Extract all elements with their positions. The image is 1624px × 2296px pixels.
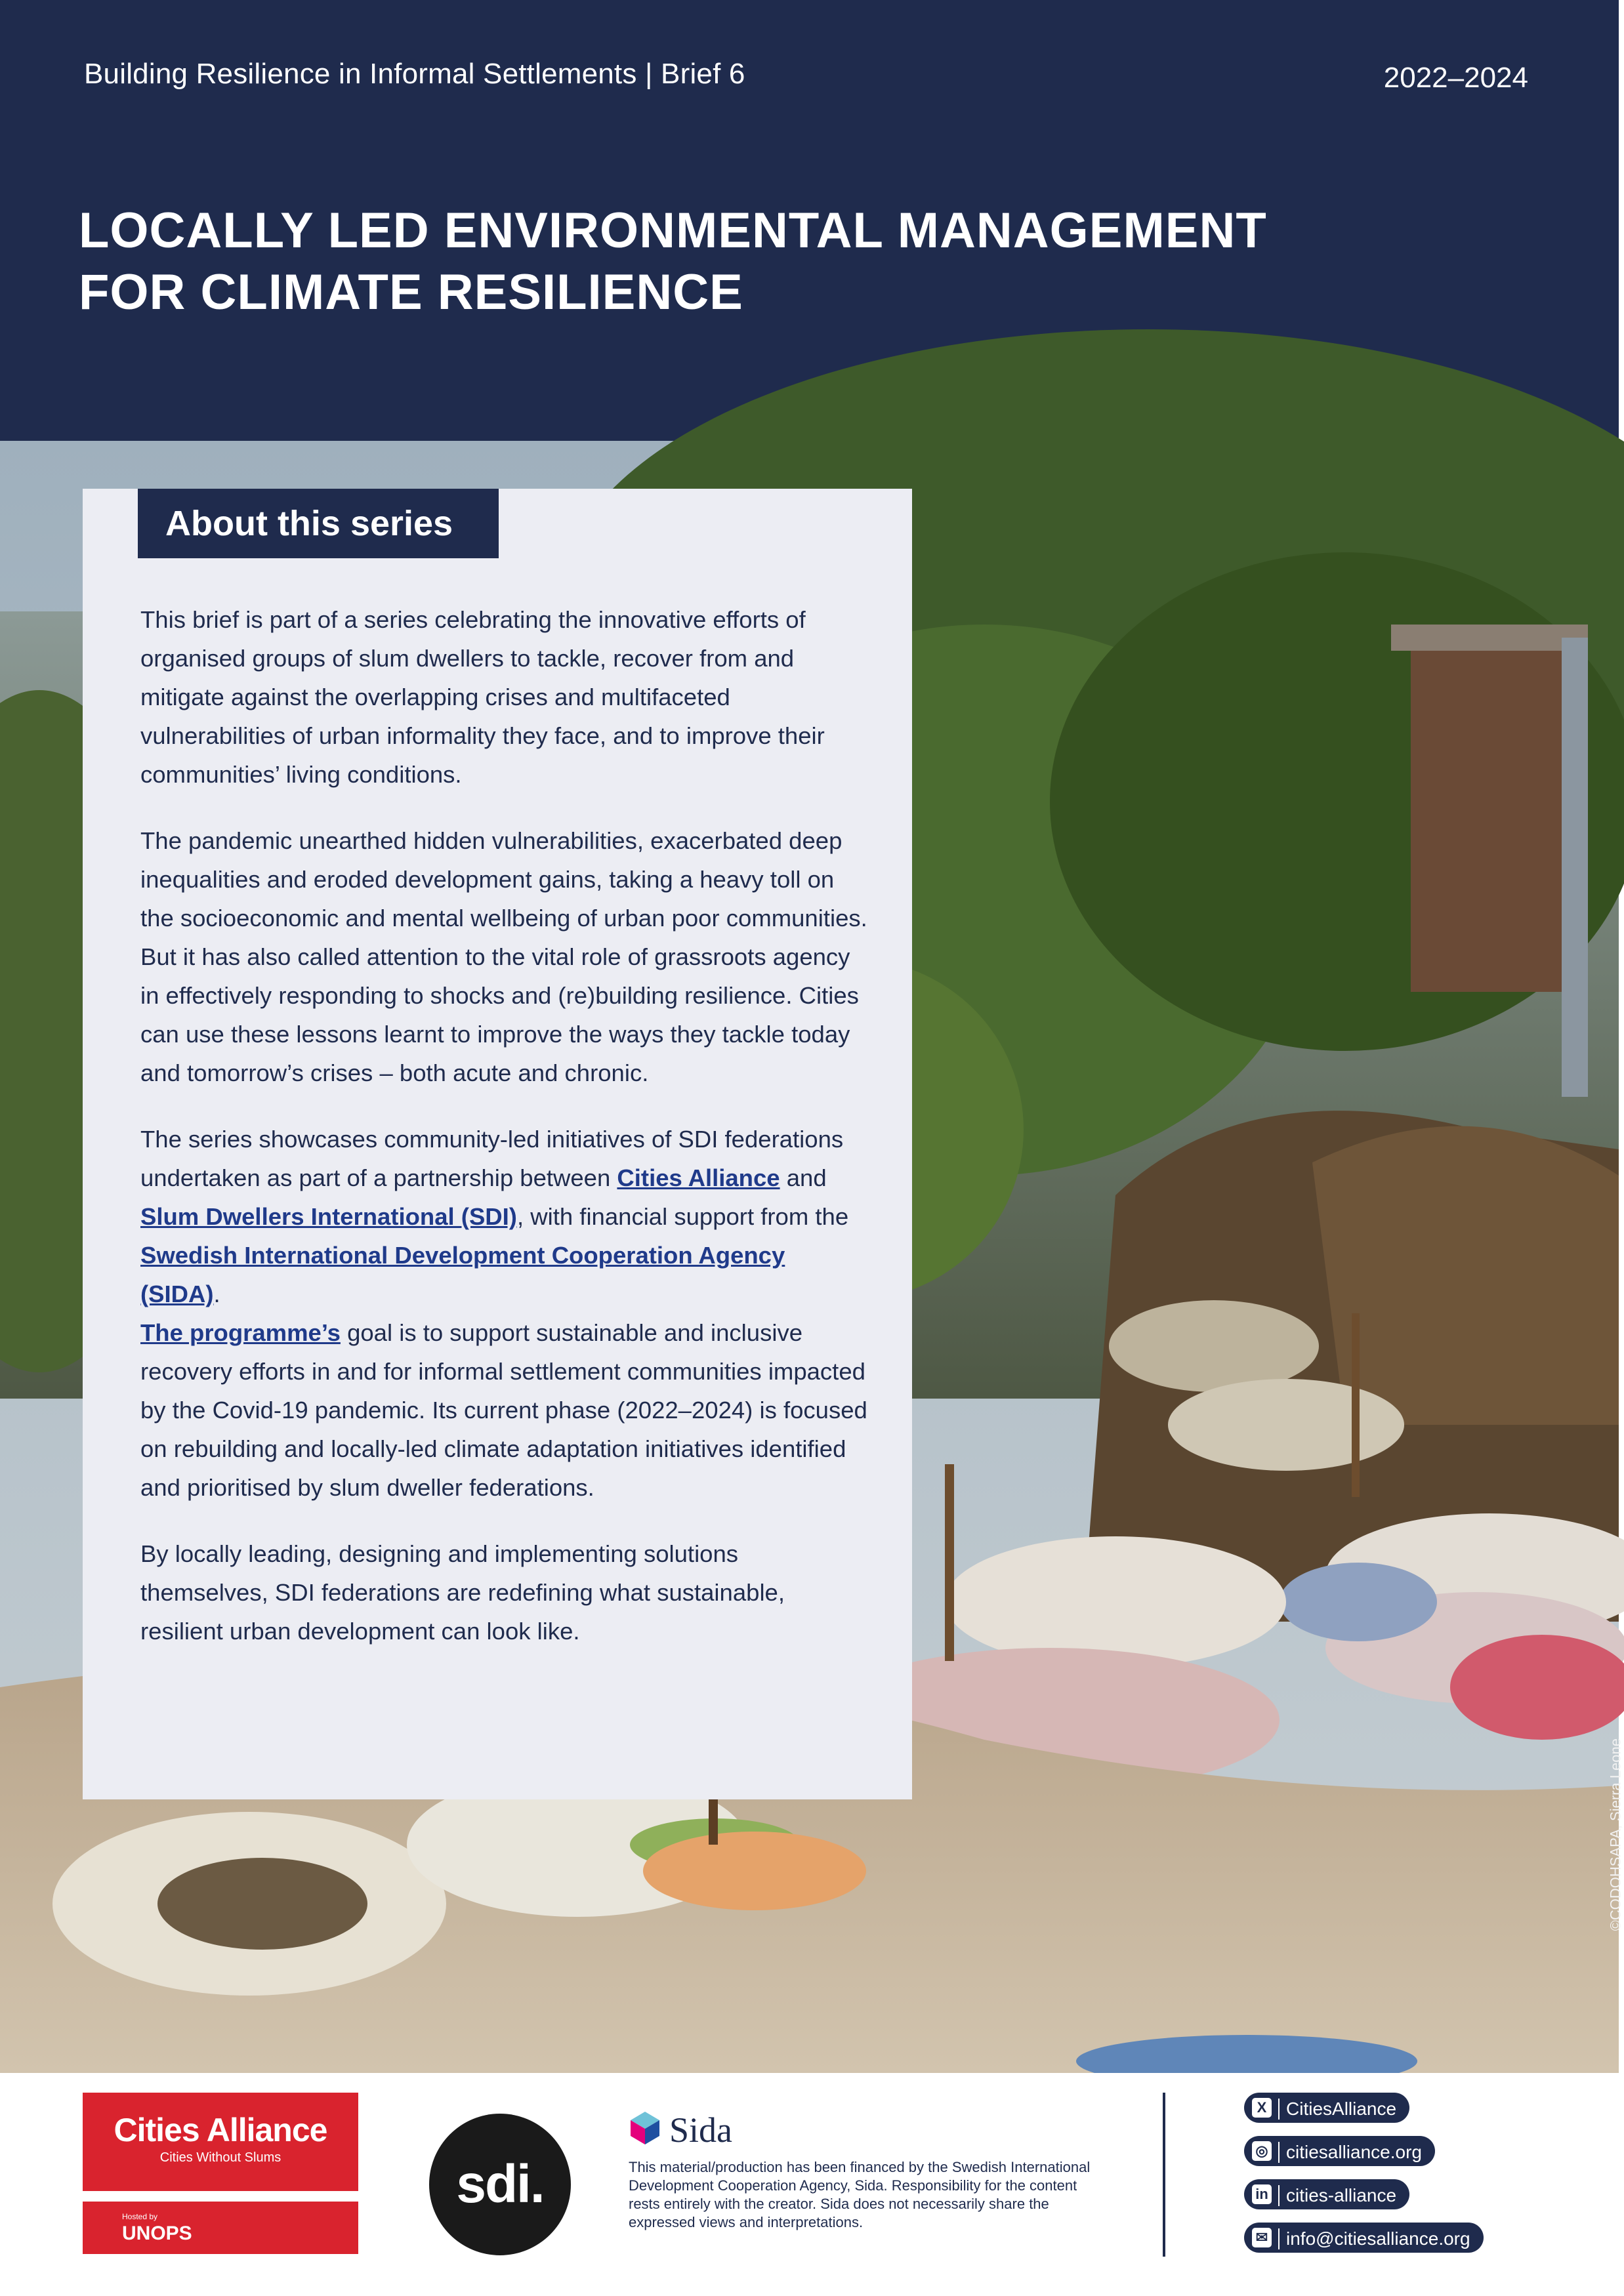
contact-linkedin[interactable] xyxy=(1244,2179,1409,2209)
sdi-logo[interactable]: sdi. xyxy=(429,2114,571,2255)
programme-link[interactable]: The programme’s xyxy=(140,1319,341,1346)
cities-alliance-tagline: Cities Without Slums xyxy=(159,2150,281,2165)
sida-name: Sida xyxy=(669,2110,733,2150)
cities-alliance-logo[interactable] xyxy=(83,2093,358,2191)
footer xyxy=(0,2073,1619,2296)
paragraph-text: The series showcases community-led initiatives of SDI federations undertaken as part of a partnership between xyxy=(140,1126,844,1191)
title-line-2: FOR CLIMATE RESILIENCE xyxy=(79,264,743,320)
footer-divider xyxy=(1163,2093,1165,2257)
year-range: 2022–2024 xyxy=(1383,62,1528,94)
sdi-link[interactable]: Slum Dwellers International (SDI) xyxy=(140,1203,517,1230)
paragraph-text: , with financial support from the xyxy=(516,1203,849,1230)
about-paragraph-2: The pandemic unearthed hidden vulnerabilities, exacerbated deep inequalities and eroded development gains, taking a heavy toll on the socioeconomic and mental wellbeing of urban poor communities. But it has also called attention to the vital role of grassroots agency in effectively responding to shocks and (re)building resilience. Cities can use these lessons learnt to improve the ways they tackle today and tomorrow’s crises – both acute and chronic. xyxy=(140,827,867,1086)
sida-disclaimer: This material/production has been financed by the Swedish International Development Cooperation Agency, Sida. Responsibility for the content rests entirely with the creator. Sida does not necessarily share the expressed views and interpretations. xyxy=(629,2159,1091,2230)
cities-alliance-link[interactable]: Cities Alliance xyxy=(617,1164,780,1191)
contact-email[interactable] xyxy=(1244,2223,1484,2253)
sida-link[interactable]: Swedish International Development Cooperation Agency (SIDA) xyxy=(140,1242,785,1307)
mail-icon: ✉ xyxy=(1252,2228,1272,2247)
unops-name: UNOPS xyxy=(122,2223,192,2244)
hosted-by-label: Hosted by xyxy=(122,2212,158,2221)
contact-label: citiesalliance.org xyxy=(1278,2142,1422,2163)
title-line-1: LOCALLY LED ENVIRONMENTAL MANAGEMENT xyxy=(79,203,1267,258)
paragraph-text: goal is to support sustainable and inclusive recovery efforts in and for informal settlement communities impacted by the Covid-19 pandemic. Its current phase (2022–2024) is focused on rebuilding and locally-led climate adaptation initiatives identified and prioritised by slum dweller federations. xyxy=(140,1319,867,1501)
contact-label: cities-alliance xyxy=(1278,2185,1396,2206)
series-label: Building Resilience in Informal Settlements | Brief 6 xyxy=(84,58,745,90)
contact-x[interactable] xyxy=(1244,2093,1409,2123)
about-paragraph-5: By locally leading, designing and implementing solutions themselves, SDI federations are redefining what sustainable, resilient urban development can look like. xyxy=(140,1540,785,1645)
about-paragraph-3 xyxy=(140,1120,869,1313)
about-series-panel xyxy=(83,489,912,1799)
paragraph-text: and xyxy=(780,1164,827,1191)
paragraph-text: . xyxy=(213,1281,220,1307)
about-paragraph-4 xyxy=(140,1313,869,1507)
contact-website[interactable] xyxy=(1244,2136,1435,2166)
contact-label: CitiesAlliance xyxy=(1278,2099,1396,2120)
about-paragraph-1: This brief is part of a series celebrating the innovative efforts of organised groups of slum dwellers to tackle, recover from and mitigate against the overlapping crises and multifaceted vulnerabilities of urban informality they face, and to improve their communities’ living conditions. xyxy=(140,606,825,788)
about-body xyxy=(140,600,869,1678)
globe-icon: ◎ xyxy=(1252,2141,1272,2161)
linkedin-icon: in xyxy=(1252,2184,1272,2204)
photo-credit: ©CODOHSAPA, Sierra Leone xyxy=(1607,1738,1623,1931)
cities-alliance-name: Cities Alliance xyxy=(114,2112,327,2148)
unops-logo xyxy=(83,2202,358,2254)
sida-logo-icon xyxy=(627,2109,663,2146)
x-icon: X xyxy=(1252,2098,1272,2118)
contact-label: info@citiesalliance.org xyxy=(1278,2228,1470,2249)
page-title xyxy=(79,200,1391,323)
about-heading: About this series xyxy=(138,489,499,558)
